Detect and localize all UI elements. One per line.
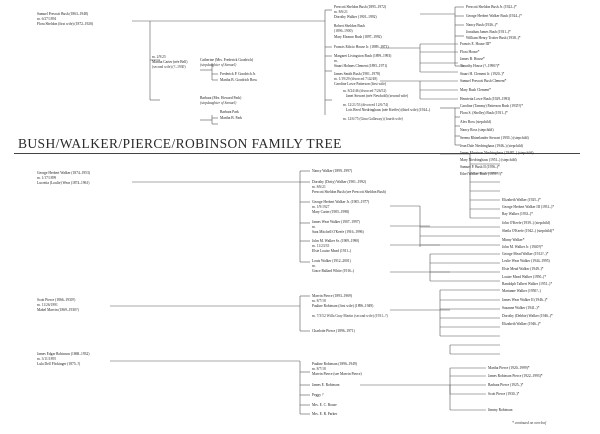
person-james-wear-walker-ii: James Wear Walker II (1946–)* xyxy=(502,298,548,302)
person-francis-house-iii: Francis E. House III* xyxy=(460,42,491,46)
person-marvin-pierce-ref: Marvin Pierce (see Marvin Pierce) xyxy=(312,372,362,376)
person-mary-niedringhaus: Mary Niedringhaus (1951–) (stepchild) xyxy=(460,158,517,162)
person-louise-mead-walker: Louise Mead Walker (1950–)* xyxy=(502,275,547,279)
person-leslie-wear-walker: Leslie Wear Walker (1944–1995) xyxy=(502,259,550,263)
marriage-date: m. 12/21/53 (divorced 12/6/74) xyxy=(343,103,389,107)
marriage-date: m. 7/3/52 Willa Gray Martin (second wife) (1931–?) xyxy=(312,314,388,318)
person-louis-walker: Louis Walker (1912–2001) xyxy=(312,259,351,263)
relation-note: (stepdaughter of Samuel) xyxy=(200,101,237,105)
person-scott-pierce: Scott Pierce (1866–1930?) xyxy=(37,298,76,302)
marriage-date: m. 6/27/1894 xyxy=(37,17,57,21)
person-dorothy-walker: Dorothy Walker (1901–1992) xyxy=(334,15,377,19)
person-sheila-okeefe: Sheila O'Keefe (1942–) (stepchild)* xyxy=(502,229,555,233)
person-martha-carter: Martha Carter (née Bell) xyxy=(152,60,188,64)
person-elizabeth-walker: Elizabeth Walker (1925–)* xyxy=(502,198,541,202)
person-samuel-prescott-bush: Samuel Prescott Bush (1863–1948) xyxy=(37,12,89,16)
person-james-smith-bush: James Smith Bush (1901–1978) xyxy=(334,72,381,76)
person-martha-pierce: Martha Pierce (1920–1999)* xyxy=(488,366,530,370)
person-john-m-walker-sr: John M. Walker Sr. (1909–1990) xyxy=(312,239,360,243)
person-john-okeefe: John O'Keefe (1939–) (stepchild) xyxy=(502,221,551,225)
person-george-herbert-walker: George Herbert Walker (1874–1953) xyxy=(37,171,90,175)
person-prescott-sheldon-bush: Prescott Sheldon Bush (1895–1972) xyxy=(334,5,387,9)
marriage-date: m. 11/23/35 xyxy=(312,244,330,248)
person-peggy: Peggy ? xyxy=(312,393,324,397)
marriage-date: m. 1/19/29 (divorced 7/42/48) xyxy=(334,77,378,81)
person-jonathan-james-bush: Jonathan James Bush (1931–)* xyxy=(466,30,511,34)
person-barbara-pierce: Barbara Pierce (1925–)* xyxy=(488,383,524,387)
page-title: BUSH/WALKER/PIERCE/ROBINSON FAMILY TREE xyxy=(18,136,342,151)
life-dates: (1896–1900) xyxy=(334,29,353,33)
marriage-date: m. 3/11/1895 xyxy=(37,357,57,361)
marriage-date: m. 11/26/1891 xyxy=(37,303,58,307)
person-flora-house: Flora House* xyxy=(460,50,480,54)
person-robert-sheldon-bush: Robert Sheldon Bush xyxy=(334,24,365,28)
person-elsie-mead-walker: Elsie Mead Walker (1949–)* xyxy=(502,267,544,271)
person-george-mead-walker: George Mead Walker (1912?–)* xyxy=(502,252,549,256)
person-randolph-walker: Randolph Talbert Walker (1951–)* xyxy=(502,282,553,286)
person-barbara-park: Barbara (Mrs. Howard Park) xyxy=(200,96,242,100)
person-flora-sheldon: Flora Sheldon (first wife) (1872–1920) xyxy=(37,22,94,26)
person-james-e-robinson: James E. Robinson xyxy=(312,383,340,387)
person-elsie-louise-mead: Elsie Louise Mead (1911–) xyxy=(312,249,352,253)
marriage-date: m. 8/7/18 xyxy=(312,299,326,303)
person-mrs-e-c-rouse: Mrs. E. C. Rouse xyxy=(312,403,337,407)
person-pauline-robinson: Pauline Robinson (first wife) (1896–1949) xyxy=(312,304,374,308)
person-lucretia-wear: Lucretia (Loulie) Wear (1874–1961) xyxy=(37,181,90,185)
person-flora-shelley-bush: Flora S. (Shelley) Bush (1931–)* xyxy=(460,111,508,115)
person-prescott-sheldon-bush-ref: Prescott Sheldon Bush (see Prescott Sheldon Bush) xyxy=(312,190,386,194)
marriage-date: m. 1/9/1927 xyxy=(312,205,330,209)
marriage-date: m. xyxy=(312,264,316,268)
person-suzanne-walker: Suzanne Walker (1941–)* xyxy=(502,306,540,310)
person-caroline-tammy-bush: Caroline (Tammy) Patterson Bush (1935?)* xyxy=(460,104,524,108)
person-ray-walker: Ray Walker (1933–)* xyxy=(502,212,533,216)
marriage-date: m. xyxy=(334,59,338,63)
person-james-house: James B. House* xyxy=(460,57,485,61)
person-ethel-walker-bush: Ethel Walker Bush (1959?–)* xyxy=(460,172,503,176)
person-henrietta-lowe-bush: Henrietta Lowe Bush (1929–1993) xyxy=(460,97,511,101)
person-nancy-walker: Nancy Walker (1899–1997) xyxy=(312,169,352,173)
marriage-date: m. 8/7/18 xyxy=(312,367,326,371)
person-stuart-clement-jr: Stuart H. Clement Jr. (1920–)* xyxy=(460,72,505,76)
person-mabel-marvin: Mabel Marvin (1869–1930?) xyxy=(37,308,79,312)
person-catherine-goodrich: Catherine (Mrs. Frederick Goodrich) xyxy=(200,58,254,62)
person-sara-mitchell-okeefe: Sara Mitchell O'Keefe (1916–1996) xyxy=(312,230,364,234)
person-james-wear-walker: James Wear Walker (1907–1997) xyxy=(312,220,360,224)
marriage-date: m. 2/9/25 xyxy=(152,55,166,59)
person-minny-walker: Minny Walker* xyxy=(502,238,525,242)
marriage-date: m. 1/17/1899 xyxy=(37,176,57,180)
person-francis-house-jr: Francis Edicio House Jr. (1889–1971) xyxy=(334,45,389,49)
person-john-m-walker-jr: John M. Walker Jr. (1940?)* xyxy=(502,245,543,249)
spouse-note: (second wife) (?–1930) xyxy=(152,65,186,69)
person-grace-ballard-white: Grace Ballard White (1916–) xyxy=(312,269,354,273)
person-nancy-ross: Nancy Ross (stepchild) xyxy=(460,128,494,132)
person-george-herbert-walker-jr: George Herbert Walker Jr. (1905–1977) xyxy=(312,200,370,204)
person-nancy-bush: Nancy Bush (1926–)* xyxy=(466,23,498,27)
person-alex-ross: Alex Ross (stepchild) xyxy=(460,120,492,124)
person-stuart-holmes-clement: Stuart Holmes Clement (1895–1971) xyxy=(334,64,388,68)
person-martha-goodrich-ross: Martha B. Goodrich Ross xyxy=(220,78,257,82)
person-james-niedringhaus: James Morrison Niedringhaus (1948?–) (stepchild) xyxy=(460,151,534,155)
marriage-date: m. 8/6/21 xyxy=(334,10,348,14)
person-jimmy-robinson: Jimmy Robinson xyxy=(488,408,513,412)
person-mary-eleanor-bush: Mary Eleanor Bush (1897–1992) xyxy=(334,35,382,39)
person-charlotte-pierce: Charlotte Pierce (1896–1971) xyxy=(312,329,355,333)
person-james-robinson-pierce: James Robinson Pierce (1922–1993)* xyxy=(488,374,543,378)
continued-note: * continued on overleaf xyxy=(512,421,547,425)
marriage-date: m. 12/6/75 (Gina Gallaway) (fourth wife) xyxy=(343,117,403,121)
person-pauline-robinson-b: Pauline Robinson (1896–1949) xyxy=(312,362,357,366)
person-marianne-walker: Marianne Walker (1950?–) xyxy=(502,289,541,293)
person-caroline-patterson: Caroline Lowe Patterson (first wife) xyxy=(334,82,387,86)
person-prescott-bush-jr: Prescott Sheldon Bush Jr. (1922–)* xyxy=(466,5,517,9)
marriage-date: m. xyxy=(312,225,316,229)
person-margaret-livingston-bush: Margaret Livingston Bush (1899–1993) xyxy=(334,54,392,58)
person-mrs-e-r-parker: Mrs. E. R. Parker xyxy=(312,412,338,416)
person-jean-niedringhaus: Jean Dale Niedringhaus (1946–) (stepchild) xyxy=(460,144,523,148)
person-scott-pierce-jr: Scott Pierce (1930–)* xyxy=(488,392,520,396)
person-george-hw-bush: George Herbert Walker Bush (1924–)* xyxy=(466,14,522,18)
person-marvin-pierce: Marvin Pierce (1893–1969) xyxy=(312,294,352,298)
person-samuel-p-bush-ii: Samuel P. Bush II (1956–)* xyxy=(460,165,500,169)
person-dorothy-debbie-walker: Dorothy (Debbie) Walker (1946–)* xyxy=(502,314,553,318)
person-martha-park: Martha B. Park xyxy=(220,116,243,120)
person-elizabeth-walker-b: Elizabeth Walker (1946–)* xyxy=(502,322,541,326)
person-mary-carter: Mary Carter (1905–1998) xyxy=(312,210,350,214)
person-dorothy-dotty-walker: Dorothy (Dotty) Walker (1901–1992) xyxy=(312,180,367,184)
person-lula-dell-flickinger: Lula Dell Flickinger (1875–?) xyxy=(37,362,81,366)
relation-note: (stepdaughter of Samuel) xyxy=(200,63,237,67)
person-mary-bush-clement: Mary Bush Clement* xyxy=(460,88,491,92)
person-serena-stewart: Serena Rhinelander Stewart (1939–) (stepchild) xyxy=(460,136,529,140)
person-james-edgar-robinson: James Edgar Robinson (1868–1932) xyxy=(37,352,90,356)
person-janet-stewart: Janet Stewart (née Newbold) (second wife) xyxy=(346,94,409,98)
person-frederick-goodrich-jr: Frederick P. Goodrich Jr. xyxy=(220,72,256,76)
person-timothy-house: Timothy House (?–1990?)* xyxy=(460,64,500,68)
person-william-henry-trotter-bush: William Henry Trotter Bush (1938–)* xyxy=(466,36,521,40)
person-george-herbert-walker-iii: George Herbert Walker III (1931–)* xyxy=(502,205,555,209)
person-barbara-park-child: Barbara Park xyxy=(220,110,239,114)
person-samuel-prescott-bush-clement: Samuel Prescott Bush Clement* xyxy=(460,79,507,83)
marriage-date: m. 8/6/21 xyxy=(312,185,326,189)
person-lois-reed-niedringhaus: Lois Reed Niedringhaus (née Kieffer) (third wife) (1924–) xyxy=(346,108,431,112)
marriage-date: m. 8/24/46 (divorced 7/26/52) xyxy=(343,89,387,93)
